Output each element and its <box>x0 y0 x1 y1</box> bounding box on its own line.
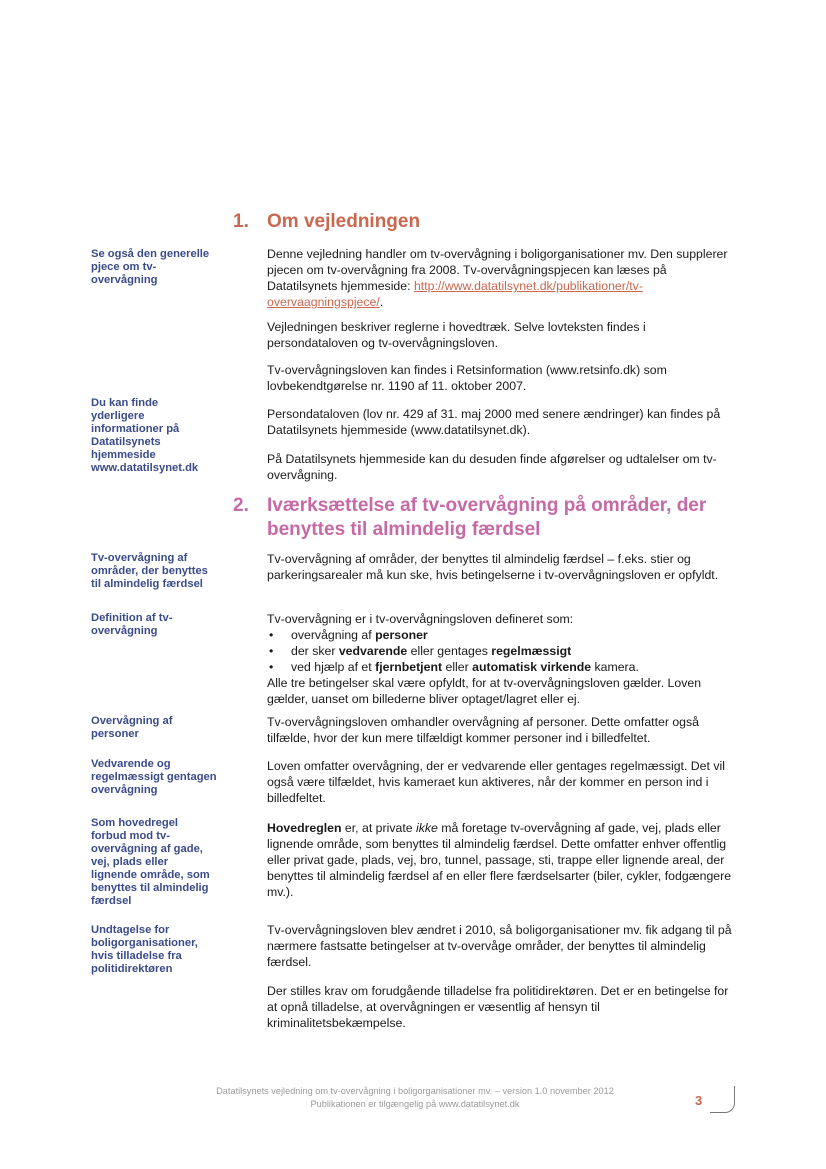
paragraph-text: Denne vejledning handler om tv-overvågning i boligorganisationer mv. Den supplerer pjecen om tv-overvågning fra 2008. Tv-overvågningspjecen kan læses på Datatilsynets hjemmeside: <box>267 247 728 293</box>
definition-conclusion: Alle tre betingelser skal være opfyldt, for at tv-overvågningsloven gælder. Loven gælder, uanset om billederne bliver optaget/lagret eller ej. <box>267 676 702 706</box>
section-1-paragraph-2: Vejledningen beskriver reglerne i hovedtræk. Selve lovteksten findes i persondataloven og tv-overvågningsloven. <box>267 320 646 350</box>
section-2-title: Iværksættelse af tv-overvågning på områder, der benyttes til almindelig færdsel <box>267 495 707 540</box>
page-corner-mark <box>710 1086 735 1113</box>
section-2-number: 2. <box>233 495 249 516</box>
sidenote-definition: Definition af tv-overvågning <box>91 612 173 637</box>
sidenote-main-rule: Som hovedregel forbud mod tv-overvågning af gade, vej, plads eller lignende område, som benyttes til almindelig færdsel <box>91 817 210 907</box>
definition-item-persons: • overvågning af personer <box>267 627 737 643</box>
footer-line-2: Publikationen er tilgængelig på www.datatilsynet.dk <box>310 1099 520 1109</box>
footer-line-1: Datatilsynets vejledning om tv-overvågning i boligorganisationer mv. – version 1.0 november 2012 <box>216 1086 614 1096</box>
section-2-paragraph-exception: Tv-overvågningsloven blev ændret i 2010, så boligorganisationer mv. fik adgang til på nærmere fastsatte betingelser at tv-overvåge områder, der benyttes til almindelig færdsel. <box>267 923 732 969</box>
sidenote-public-areas: Tv-overvågning af områder, der benyttes til almindelig færdsel <box>91 552 208 590</box>
definition-list <box>267 627 737 675</box>
section-2-paragraph-1: Tv-overvågning af områder, der benyttes til almindelig færdsel – f.eks. stier og parkeringsarealer må kun ske, hvis betingelserne i tv-overvågningsloven er opfyldt. <box>267 552 719 582</box>
sidenote-general-pamphlet: Se også den generelle pjece om tv-overvågning <box>91 248 210 286</box>
section-2-paragraph-persons: Tv-overvågningsloven omhandler overvågning af personer. Dette omfatter også tilfælde, hvor der kun mere tilfældigt kommer personer ind i billedfeltet. <box>267 715 700 745</box>
sidenote-persons: Overvågning af personer <box>91 715 173 740</box>
section-1-paragraph-5: På Datatilsynets hjemmeside kan du desuden finde afgørelser og udtalelser om tv-overvågning. <box>267 452 717 482</box>
definition-item-camera: • ved hjælp af et fjernbetjent eller automatisk virkende kamera. <box>267 659 737 675</box>
definition-intro: Tv-overvågning er i tv-overvågningsloven defineret som: <box>267 612 574 626</box>
section-2-paragraph-permit: Der stilles krav om forudgående tilladelse fra politidirektøren. Det er en betingelse for at opnå tilladelse, at overvågningen er væsentlig af hensyn til kriminalitetsbekæmpelse. <box>267 984 729 1030</box>
pamphlet-link[interactable]: http://www.datatilsynet.dk/publikationer/tv-overvaagningspjece/ <box>267 279 643 309</box>
definition-block <box>267 611 737 707</box>
paragraph-text-end: . <box>379 295 384 309</box>
section-1-number: 1. <box>233 211 249 232</box>
sidenote-more-info: Du kan finde yderligere informationer på Datatilsynets hjemmeside www.datatilsynet.dk <box>91 397 199 474</box>
section-1-paragraph-1 <box>267 246 737 310</box>
section-1-title: Om vejledningen <box>267 211 421 232</box>
section-2-heading <box>233 494 753 544</box>
section-2-paragraph-regular: Loven omfatter overvågning, der er vedvarende eller gentages regelmæssigt. Det vil også være tilfældet, hvis kameraet kun aktiveres, når der kommer en person ind i billedfeltet. <box>267 759 725 805</box>
main-rule-label: Hovedreglen <box>267 821 342 835</box>
page-number: 3 <box>695 1093 703 1108</box>
definition-item-regular: • der sker vedvarende eller gentages regelmæssigt <box>267 643 737 659</box>
section-1-heading <box>233 210 753 236</box>
section-1-paragraph-4: Persondataloven (lov nr. 429 af 31. maj 2000 med senere ændringer) kan findes på Datatilsynets hjemmeside (www.datatilsynet.dk). <box>267 407 721 437</box>
section-1-paragraph-3: Tv-overvågningsloven kan findes i Retsinformation (www.retsinfo.dk) som lovbekendtgørelse nr. 1190 af 11. oktober 2007. <box>267 363 667 393</box>
sidenote-regular: Vedvarende og regelmæssigt gentagen overvågning <box>91 758 217 796</box>
sidenote-exception: Undtagelse for boligorganisationer, hvis tilladelse fra politidirektøren <box>91 924 198 975</box>
section-2-paragraph-main-rule: Hovedreglen er, at private ikke må foretage tv-overvågning af gade, vej, plads eller lignende område, som benyttes til almindelig færdsel. Dette omfatter enhver offentlig eller privat gade, plads, vej, bro, tunnel, passage, sti, trappe eller lignende areal, der benyttes til almindelig færdsel af en eller flere færdselsarter (biler, cykler, fodgængere mv.). <box>267 821 732 899</box>
